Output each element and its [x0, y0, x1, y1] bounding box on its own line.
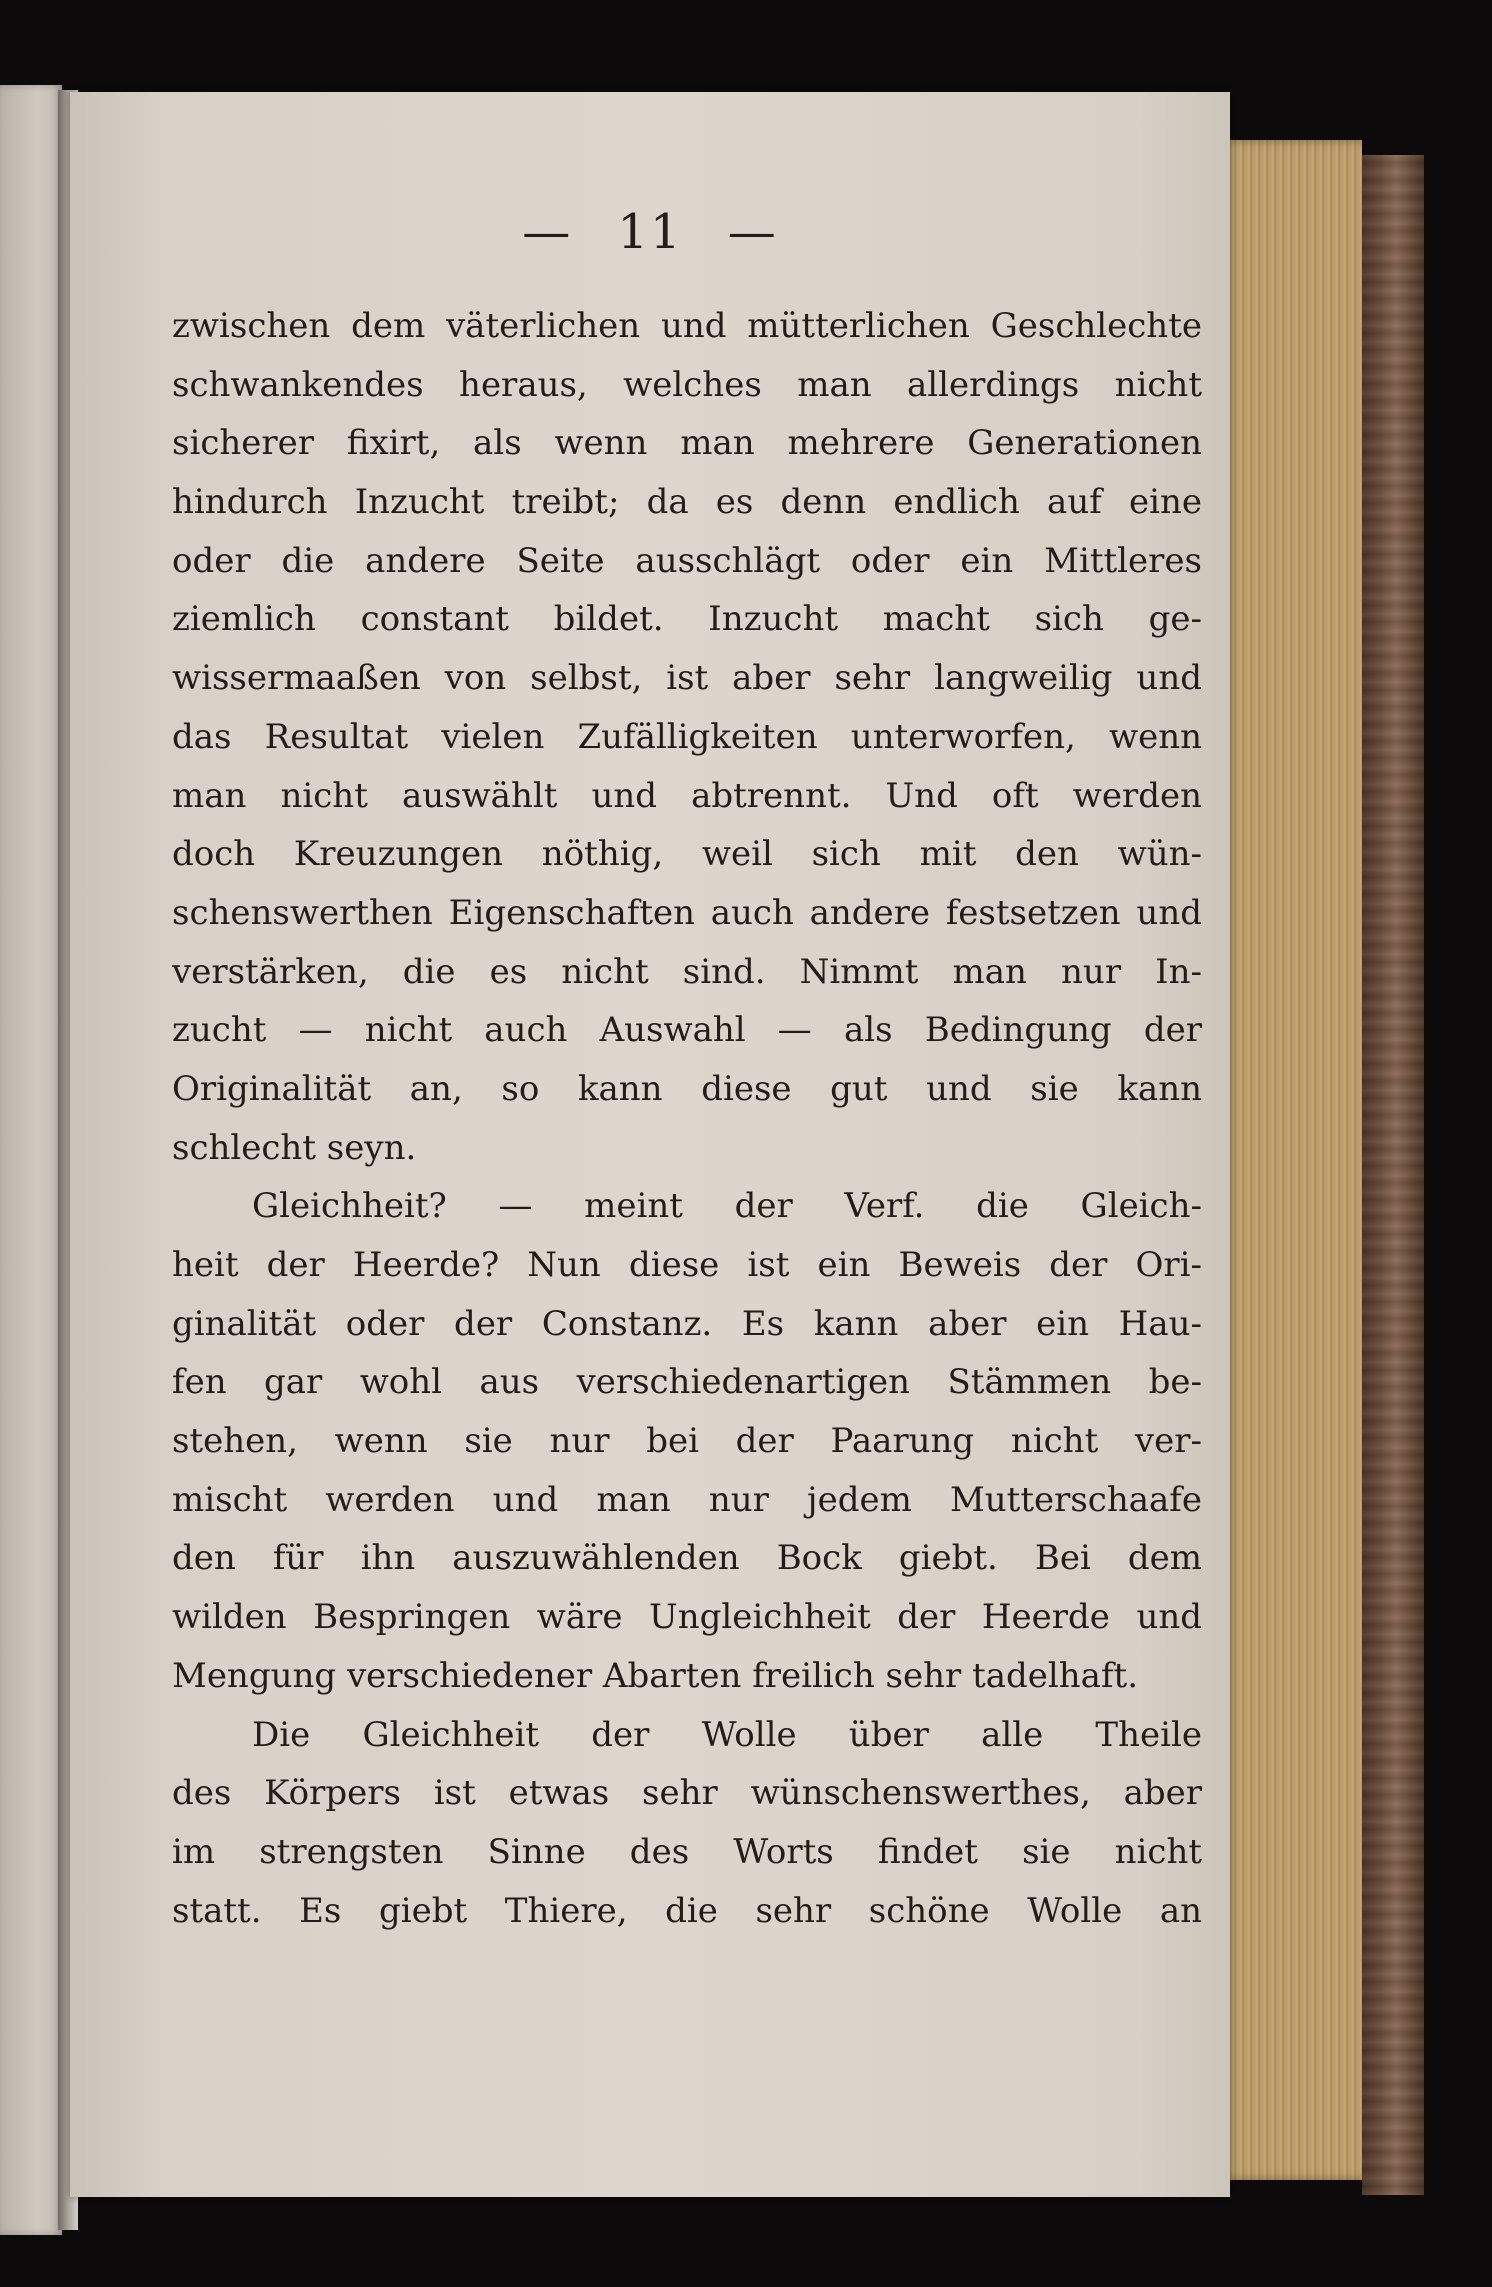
text-line: mischt werden und man nur jedem Mutterschaafe	[172, 1479, 1202, 1520]
text-line: schlecht seyn.	[172, 1127, 417, 1168]
text-line: man nicht auswählt und abtrennt. Und oft werden	[172, 775, 1202, 816]
text-line: wissermaaßen von selbst, ist aber sehr langweilig und	[172, 658, 1202, 699]
page-block-edge	[1222, 140, 1362, 2180]
book-page	[70, 92, 1230, 2197]
text-line: Gleichheit? — meint der Verf. die Gleich-	[252, 1186, 1202, 1227]
text-line: schwankendes heraus, welches man allerdings nicht	[172, 364, 1202, 405]
text-line: Originalität an, so kann diese gut und sie kann	[172, 1068, 1202, 1109]
text-line: verstärken, die es nicht sind. Nimmt man nur In-	[172, 951, 1202, 992]
page-body-text	[172, 297, 1202, 1940]
text-line: hindurch Inzucht treibt; da es denn endlich auf eine	[172, 482, 1202, 523]
text-line: ginalität oder der Constanz. Es kann aber ein Hau-	[172, 1303, 1202, 1344]
text-line: heit der Heerde? Nun diese ist ein Beweis der Ori-	[172, 1245, 1202, 1285]
text-line: ziemlich constant bildet. Inzucht macht sich ge-	[172, 599, 1202, 640]
leather-binding	[1362, 155, 1424, 2195]
page-number: 11	[617, 204, 683, 260]
header-dash-left: —	[522, 204, 573, 260]
text-line: oder die andere Seite ausschlägt oder ein Mittleres	[172, 540, 1202, 581]
text-line: Mengung verschiedener Abarten freilich sehr tadelhaft.	[172, 1655, 1138, 1696]
text-line: doch Kreuzungen nöthig, weil sich mit den wün-	[172, 834, 1202, 875]
text-line: wilden Bespringen wäre Ungleichheit der Heerde und	[172, 1597, 1202, 1638]
text-line: schenswerthen Eigenschaften auch andere festsetzen und	[172, 892, 1202, 933]
text-line: zwischen dem väterlichen und mütterlichen Geschlechte	[172, 306, 1202, 346]
text-line: stehen, wenn sie nur bei der Paarung nicht ver-	[172, 1421, 1202, 1462]
text-line: im strengsten Sinne des Worts findet sie nicht	[172, 1831, 1202, 1872]
text-line: Die Gleichheit der Wolle über alle Theile	[252, 1714, 1202, 1755]
text-line: statt. Es giebt Thiere, die sehr schöne Wolle an	[172, 1890, 1202, 1931]
text-line: fen gar wohl aus verschiedenartigen Stämmen be-	[172, 1362, 1202, 1403]
text-line: sicherer fixirt, als wenn man mehrere Generationen	[172, 423, 1202, 464]
text-line: des Körpers ist etwas sehr wünschenswerthes, aber	[172, 1773, 1202, 1814]
page-header	[70, 204, 1230, 260]
text-line: das Resultat vielen Zufälligkeiten unterworfen, wenn	[172, 716, 1202, 757]
header-dash-right: —	[727, 204, 778, 260]
text-line: den für ihn auszuwählenden Bock giebt. Bei dem	[172, 1538, 1202, 1579]
facing-page-edge	[0, 85, 62, 2235]
text-line: zucht — nicht auch Auswahl — als Bedingung der	[172, 1010, 1202, 1051]
